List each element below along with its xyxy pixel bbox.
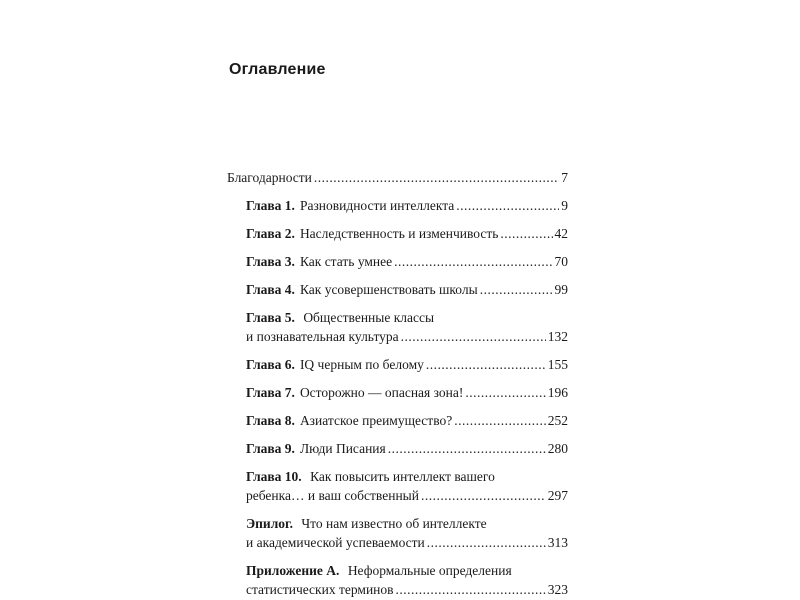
toc-page-number: 313 [547, 535, 568, 550]
dot-leader [401, 327, 546, 346]
toc-page-number: 42 [554, 226, 568, 241]
toc-entry-label: Эпилог. [246, 516, 297, 531]
toc-entry-title: Благодарности [227, 170, 312, 185]
toc-entry-title-line-2: ребенка… и ваш собственный [246, 488, 419, 503]
toc-entry-chapter-2[interactable] [246, 224, 568, 243]
dot-leader [421, 486, 546, 505]
toc-entry-title-line-1: Что нам известно об интеллекте [301, 516, 487, 531]
toc-page-number: 280 [547, 441, 568, 456]
toc-entry-title-line-1: Общественные классы [303, 310, 435, 325]
toc-page-number: 155 [547, 357, 568, 372]
dot-leader [465, 383, 545, 402]
page-title: Оглавление [229, 61, 326, 78]
toc-entry-chapter-3[interactable] [246, 252, 568, 271]
toc-entry-label: Глава 2. [246, 226, 295, 241]
toc-entry-title: Как усовершенствовать школы [299, 282, 478, 297]
toc-entry-title: IQ черным по белому [299, 357, 424, 372]
toc-page-number: 7 [561, 170, 568, 185]
toc-page-number: 323 [547, 582, 568, 597]
toc-entry-title-line-2: статистических терминов [246, 582, 394, 597]
dot-leader [426, 355, 546, 374]
toc-entry-acknowledgments[interactable] [227, 168, 568, 187]
toc-page-number: 132 [547, 329, 568, 344]
toc-entry-label: Глава 3. [246, 254, 295, 269]
toc-entry-title: Люди Писания [299, 441, 386, 456]
toc-entry-label: Глава 9. [246, 441, 295, 456]
toc-page-number: 196 [547, 385, 568, 400]
toc-entry-chapter-1[interactable] [246, 196, 568, 215]
toc-entry-epilogue[interactable] [246, 514, 568, 552]
toc-entry-title: Как стать умнее [299, 254, 393, 269]
toc-entry-chapter-7[interactable] [246, 383, 568, 402]
dot-leader [396, 580, 546, 599]
toc-page-number: 252 [547, 413, 568, 428]
toc-entry-title-line-1: Как повысить интеллект вашего [310, 469, 495, 484]
toc-entry-title: Осторожно — опасная зона! [299, 385, 464, 400]
dot-leader [454, 411, 546, 430]
dot-leader [500, 224, 552, 243]
dot-leader [427, 533, 546, 552]
toc-entry-chapter-9[interactable] [246, 439, 568, 458]
toc-entry-chapter-10[interactable] [246, 467, 568, 505]
dot-leader [388, 439, 546, 458]
toc-entry-label: Глава 4. [246, 282, 295, 297]
dot-leader [394, 252, 552, 271]
toc-entry-appendix-a[interactable] [246, 561, 568, 599]
toc-entry-title: Наследственность и изменчивость [299, 226, 499, 241]
toc-entry-label: Глава 6. [246, 357, 295, 372]
dot-leader [480, 280, 553, 299]
toc-entry-title-line-1: Неформальные определения [347, 563, 512, 578]
toc-entry-label: Глава 5. [246, 310, 299, 325]
toc-entry-title: Азиатское преимущество? [299, 413, 453, 428]
dot-leader [314, 168, 559, 187]
dot-leader [456, 196, 559, 215]
toc-entry-title-line-2: и познавательная культура [246, 329, 399, 344]
toc-entry-title: Разновидности интеллекта [299, 198, 455, 213]
toc-entry-chapter-5[interactable] [246, 308, 568, 346]
toc-entry-label: Глава 10. [246, 469, 306, 484]
toc-entry-chapter-8[interactable] [246, 411, 568, 430]
toc-entry-label: Глава 1. [246, 198, 295, 213]
toc-page-number: 99 [554, 282, 568, 297]
toc-entry-label: Глава 8. [246, 413, 295, 428]
toc-page-number: 297 [547, 488, 568, 503]
toc-entry-chapter-6[interactable] [246, 355, 568, 374]
toc-entry-label: Приложение А. [246, 563, 343, 578]
toc-entry-label: Глава 7. [246, 385, 295, 400]
toc-entry-title-line-2: и академической успеваемости [246, 535, 425, 550]
toc-entry-chapter-4[interactable] [246, 280, 568, 299]
toc-page-number: 70 [554, 254, 568, 269]
table-of-contents [227, 168, 568, 600]
toc-page-number: 9 [561, 198, 568, 213]
